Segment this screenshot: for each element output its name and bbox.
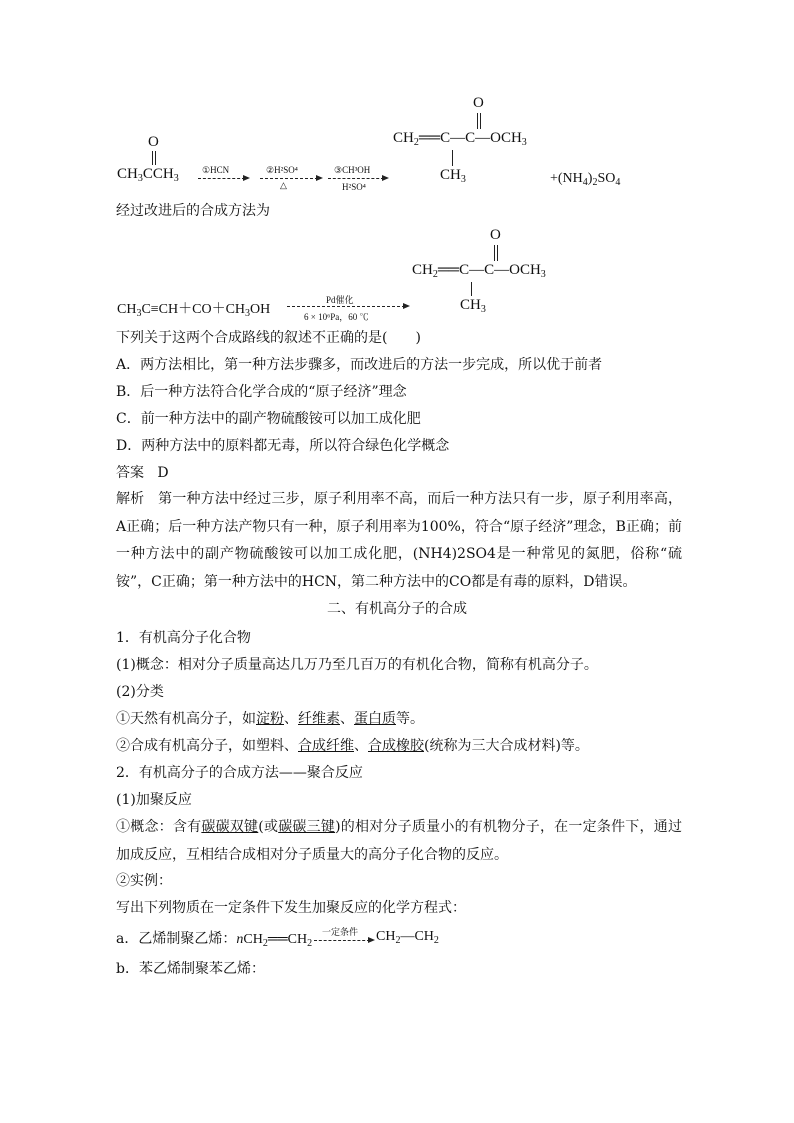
arrow-1 [198,178,245,179]
addition-triple-bond: 碳碳三键 [278,819,336,835]
product2-co-bond-2 [497,245,498,261]
classify-line: (2)分类 [116,684,164,700]
reactant-acetone: $CH_3CCH_3$ [117,166,179,184]
concept-line: (1)概念：相对分子质量高达几万乃至几百万的有机化合物，简称有机高分子。 [116,657,598,673]
reaction2-arrow [287,306,405,307]
carbonyl-bond [152,151,153,165]
option-b: B．后一种方法符合化学合成的“原子经济”理念 [116,384,407,400]
arrow-1-head [243,175,250,181]
arrow-3 [328,178,384,179]
heading-1: 1．有机高分子化合物 [116,630,251,646]
step1-label: ①HCN [202,165,230,175]
product2-methyl-bond [471,282,472,296]
arrow-3-head [382,175,389,181]
natural-item-cellulose: 纤维素 [298,711,340,727]
product1-carbonyl-o: O [473,95,484,111]
synthetic-item-fiber: 合成纤维 [298,738,354,754]
answer-label: 答案 [116,465,144,481]
step2-heat: △ [280,180,287,190]
step3-catalyst: H²SO⁴ [342,182,366,192]
addition-double-bond: 碳碳双键 [201,819,259,835]
addition-concept: ①概念：含有碳碳双键(或碳碳三键)的相对分子质量小的有机物分子，在一定条件下，通过加成反应，互相结合成相对分子质量大的高分子化合物的反应。 [116,819,682,863]
carbonyl-bond-2 [155,151,156,165]
product1-structure: $CH_2══C—C—OCH_3$ [393,130,527,148]
item-a-product: $CH_2—CH_2$ [376,929,439,946]
reaction2-catalyst: Pd催化 [326,295,354,305]
synthetic-line: ②合成有机高分子，如塑料、合成纤维、合成橡胶(统称为三大合成材料)等。 [116,738,589,754]
instruction: 写出下列物质在一定条件下发生加聚反应的化学方程式： [116,900,466,916]
reaction2-reactants: $CH_3C\equiv CH+CO+CH_3OH$ [117,302,271,319]
question-stem: 下列关于这两个合成路线的叙述不正确的是( ) [116,330,421,346]
step2-label: ②H²SO⁴ [266,165,298,175]
product1-co-bond [477,113,478,129]
analysis [116,486,682,596]
reaction2-conditions: 6 × 10⁶Pa，60 ℃ [304,312,369,322]
item-b: b．苯乙烯制聚苯乙烯： [116,961,265,977]
product2-carbonyl-o: O [490,227,501,243]
option-d: D．两种方法中的原料都无毒，所以符合绿色化学概念 [116,438,450,454]
product2-methyl: $CH_3$ [460,297,486,315]
product2-co-bond [494,245,495,261]
step3-label: ③CH³OH [334,165,371,175]
item-a-arrow [314,940,370,941]
product1-methyl: $CH_3$ [440,167,466,185]
analysis-text: 第一种方法中经过三步，原子利用率不高，而后一种方法只有一步，原子利用率高，A正确；后一种方法产物只有一种，原子利用率为100%，符合“原子经济”理念，B正确；前一种方法中的副产物硫酸铵可以加工成化肥，(NH4)2SO4是一种常见的氮肥，俗称“硫铵”，C正确；第一种方法中的HCN，第二种方法中的CO都是有毒的原料，D错误。 [116,491,683,590]
product1-methyl-bond [452,150,453,166]
answer-value: D [157,465,169,481]
reactant-carbonyl-o: O [148,134,159,150]
arrow-2 [260,178,318,179]
arrow-2-head [316,175,323,181]
synthetic-item-rubber: 合成橡胶 [368,738,424,754]
natural-line: ①天然有机高分子，如淀粉、纤维素、蛋白质等。 [116,711,424,727]
item-a: a．乙烯制聚乙烯：$nCH_2══CH_2$ [116,931,313,949]
example-heading: ②实例： [116,873,172,889]
answer-line [116,463,169,483]
reaction2-arrow-head [403,303,410,309]
analysis-label: 解析 [116,491,145,507]
section-title: 二、有机高分子的合成 [327,601,467,617]
item-a-condition: 一定条件 [322,927,359,937]
product2-structure: $CH_2══C—C—OCH_3$ [412,262,546,280]
improved-intro: 经过改进后的合成方法为 [116,203,270,219]
option-c: C．前一种方法中的副产物硫酸铵可以加工成化肥 [116,411,421,427]
addition-heading: (1)加聚反应 [116,792,192,808]
natural-item-protein: 蛋白质 [354,711,396,727]
option-a: A．两方法相比，第一种方法步骤多，而改进后的方法一步完成，所以优于前者 [116,357,603,373]
natural-item-starch: 淀粉 [256,711,284,727]
item-a-arrow-head [368,937,375,943]
byproduct: $+(NH_4)_2SO_4$ [550,171,621,188]
heading-2: 2．有机高分子的合成方法——聚合反应 [116,765,363,781]
product1-co-bond-2 [480,113,481,129]
